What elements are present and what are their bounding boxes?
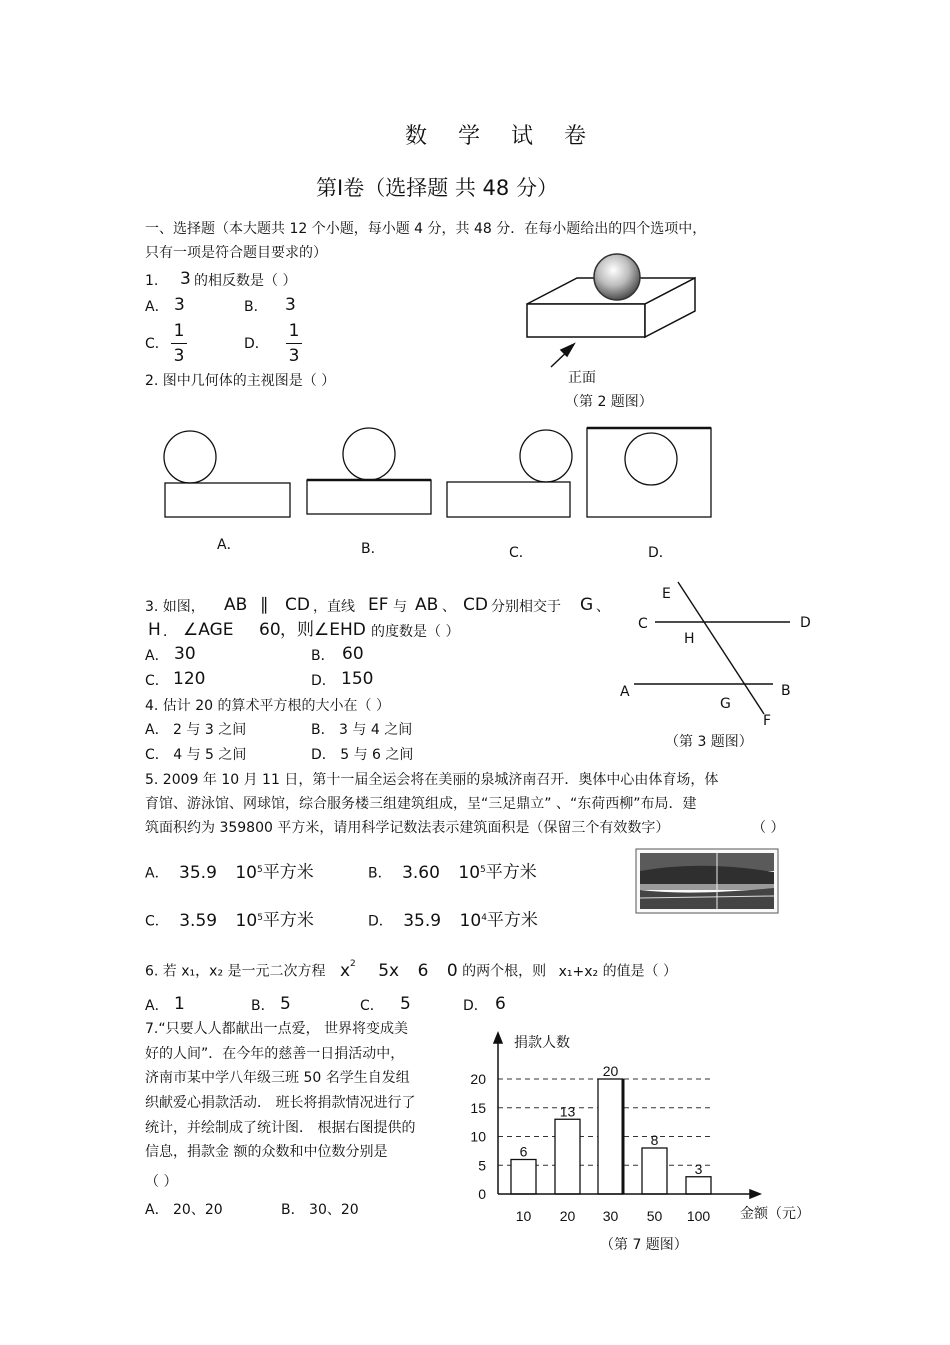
q3-label-h: H — [684, 631, 695, 647]
q5-option-d-label: D． — [368, 913, 393, 930]
q5-option-d-base: 10 — [459, 910, 482, 931]
q3-option-d-value: 150 — [341, 669, 374, 689]
y-tick-label: 15 — [470, 1099, 486, 1116]
q3-intersect: 分别相交于 — [491, 599, 561, 615]
q3-ef: EF — [368, 595, 389, 615]
x-tick-label: 20 — [559, 1208, 576, 1224]
q7-figure-caption: （第 7 题图） — [600, 1237, 688, 1253]
y-tick-label: 0 — [478, 1186, 486, 1202]
q6-0: 0 — [446, 960, 458, 981]
q5-option-b-unit: 平方米 — [485, 862, 537, 883]
bar-data-label: 20 — [602, 1063, 619, 1079]
q5-option-b-coef: 3.60 — [402, 862, 440, 883]
q7-line3: 济南市某中学八年级三班 50 名学生自发组 — [145, 1070, 410, 1086]
q4-option-a: A． 2 与 3 之间 — [145, 722, 247, 738]
q7-line5: 统计，并绘制成了统计图． 根据右图提供的 — [145, 1120, 416, 1136]
q5-option-c-exp: 5 — [257, 913, 263, 923]
q5-option-c-label: C． — [145, 913, 169, 930]
q5-option-a — [145, 861, 314, 883]
option-c-circle — [520, 430, 572, 482]
q6-option-d-value: 6 — [495, 994, 506, 1014]
q4-option-c: C． 4 与 5 之间 — [145, 747, 247, 763]
q3-stem-start: 3. 如图， — [145, 599, 205, 615]
q4-option-d: D． 5 与 6 之间 — [311, 747, 414, 763]
q3-label-a: A — [620, 684, 630, 700]
x-tick-label: 50 — [646, 1208, 663, 1224]
q2-answer-figures — [164, 428, 711, 517]
q2-figure-caption: （第 2 题图） — [565, 394, 653, 410]
q3-period: ． — [163, 624, 177, 640]
q3-and: 与 — [393, 599, 407, 615]
q6-option-d-label: D． — [463, 998, 488, 1014]
q3-sixty: 60 — [259, 620, 281, 640]
q1-option-b-label: B． — [244, 299, 268, 315]
q3-label-c: C — [638, 616, 648, 632]
q3-option-a-label: A． — [145, 648, 169, 664]
q3-angle-ehd: ，则∠EHD — [280, 620, 366, 640]
q3-h: H — [148, 620, 161, 640]
q7-option-a: A． 20、20 — [145, 1202, 223, 1218]
q3-g: G — [580, 595, 594, 615]
q6-x-exp: 2 — [350, 959, 356, 969]
q6-stem — [145, 959, 677, 981]
q5-line3: 筑面积约为 359800 平方米，请用科学记数法表示建筑面积是（保留三个有效数字） — [145, 820, 670, 836]
q5-option-a-coef: 35.9 — [179, 862, 217, 883]
q6-6: 6 — [417, 960, 429, 981]
q5-option-b-base: 10 — [458, 862, 481, 883]
q3-option-a-value: 30 — [174, 644, 196, 664]
chart-x-label: 金额（元） — [740, 1206, 810, 1222]
q6-option-c-value: 5 — [400, 994, 411, 1014]
q5-answer-paren: （ ） — [752, 820, 785, 836]
q5-option-d-unit: 平方米 — [486, 910, 538, 931]
part1-intro-line1: 一、选择题（本大题共 12 个小题，每小题 4 分，共 48 分．在每小题给出的四个选项中， — [145, 221, 707, 237]
y-tick-label: 10 — [470, 1128, 486, 1145]
q5-option-c — [145, 909, 314, 931]
q5-option-b-exp: 5 — [480, 865, 486, 875]
q3-comma-2: 、 — [596, 599, 610, 615]
q7-line6: 信息，捐款金 额的众数和中位数分别是 — [145, 1144, 388, 1160]
option-d-outer-rect — [587, 428, 711, 517]
q2-stem: 2. 图中几何体的主视图是（ ） — [145, 373, 336, 389]
q4-option-b: B． 3 与 4 之间 — [311, 722, 413, 738]
option-b-rect — [307, 480, 431, 514]
bar-data-label: 6 — [519, 1143, 528, 1160]
q1-stem-text: 的相反数是（ ） — [194, 273, 297, 289]
q7-line2: 好的人间”．在今年的慈善一日捐活动中， — [145, 1046, 405, 1062]
bar-data-label: 8 — [650, 1132, 659, 1148]
option-b-circle — [343, 428, 395, 480]
q1-option-c-denominator: 3 — [173, 346, 185, 366]
q6-sum: x₁+x₂ — [558, 963, 599, 980]
q5-option-c-base: 10 — [235, 910, 258, 931]
q3-figure-caption: （第 3 题图） — [665, 734, 753, 750]
option-a-rect — [165, 483, 290, 517]
sphere-icon — [594, 254, 640, 300]
q1-option-d-numerator: 1 — [288, 321, 300, 341]
q3-line-word: ，直线 — [313, 599, 355, 615]
q3-option-c-label: C． — [145, 673, 169, 689]
q1-option-c-label: C． — [145, 336, 169, 352]
q1-option-d-label: D． — [244, 336, 269, 352]
q1-stem-3: 3 — [180, 269, 191, 289]
q3-cd: CD — [285, 595, 310, 615]
front-arrow-head — [561, 344, 574, 356]
q5-option-a-label: A． — [145, 865, 169, 882]
q2-option-c-label: C． — [509, 545, 533, 561]
q2-solid-figure — [527, 254, 695, 367]
q1-option-c-numerator: 1 — [173, 321, 185, 341]
q6-x: x — [339, 960, 351, 981]
q6-option-b-label: B． — [251, 998, 275, 1014]
q6-s3: 是一元二次方程 — [227, 963, 326, 980]
option-a-circle — [164, 431, 216, 483]
q2-option-a-label: A． — [217, 537, 241, 553]
q6-roots: x₁，x₂ — [181, 963, 224, 980]
x-tick-label: 10 — [515, 1208, 532, 1224]
x-tick-label: 30 — [602, 1208, 619, 1224]
q6-5x: 5x — [378, 960, 400, 981]
q3-label-d: D — [800, 615, 811, 631]
y-tick-label: 5 — [478, 1157, 486, 1174]
q3-option-b-label: B． — [311, 648, 335, 664]
q5-option-d-coef: 35.9 — [403, 910, 442, 931]
page-title: 数 学 试 卷 — [405, 124, 598, 149]
q6-s8: 的两个根，则 — [462, 963, 547, 980]
bar-data-label: 13 — [559, 1103, 576, 1120]
q3-label-f: F — [763, 713, 772, 729]
q7-line7: （ ） — [145, 1174, 178, 1190]
q5-option-c-unit: 平方米 — [262, 910, 314, 931]
q3-cd-2: CD — [463, 595, 488, 615]
q4-stem: 4. 估计 20 的算术平方根的大小在（ ） — [145, 698, 390, 714]
q6-option-b-value: 5 — [280, 994, 291, 1014]
q2-option-b-label: B． — [361, 541, 385, 557]
box-front-face — [527, 304, 645, 337]
q5-line2: 育馆、游泳馆、网球馆，综合服务楼三组建筑组成，呈“三足鼎立” 、“东荷西柳”布局．建 — [145, 796, 697, 812]
q5-option-a-exp: 5 — [256, 865, 263, 875]
q3-option-d-label: D． — [311, 673, 336, 689]
part1-intro-line2: 只有一项是符合题目要求的） — [145, 245, 327, 261]
x-tick-label: 100 — [686, 1208, 711, 1224]
q7-line1: 7.“只要人人都献出一点爱， 世界将变成美 — [145, 1021, 409, 1037]
q1-option-d-denominator: 3 — [288, 346, 300, 366]
q2-option-d-label: D． — [648, 545, 673, 561]
q3-label-e: E — [662, 586, 671, 602]
q6-option-a-label: A． — [145, 998, 169, 1014]
option-d-circle — [625, 433, 677, 485]
q1-option-a-label: A． — [145, 299, 169, 315]
section-title: 第Ⅰ卷（选择题 共 48 分） — [316, 176, 558, 200]
q5-option-c-coef: 3.59 — [179, 910, 218, 931]
q3-label-b: B — [781, 683, 791, 699]
q6-option-c-label: C． — [360, 998, 384, 1014]
q7-line4: 织献爱心捐款活动． 班长将捐款情况进行了 — [145, 1095, 416, 1111]
q2-front-label: 正面 — [568, 370, 596, 386]
q3-parallel: ∥ — [260, 595, 269, 615]
q3-option-c-value: 120 — [173, 669, 206, 689]
q5-option-b — [368, 861, 537, 883]
chart-y-label: 捐款人数 — [514, 1035, 570, 1051]
q5-option-b-label: B． — [368, 865, 392, 882]
q1-option-b-value: 3 — [285, 295, 296, 315]
q3-comma: 、 — [442, 599, 456, 615]
q7-option-b: B． 30、20 — [281, 1202, 359, 1218]
q1-option-a-value: 3 — [174, 295, 185, 315]
q3-label-g: G — [720, 696, 731, 712]
q6-s10: 的值是（ ） — [602, 963, 678, 980]
q5-option-a-unit: 平方米 — [262, 862, 314, 883]
q3-option-b-value: 60 — [342, 644, 364, 664]
q1-number: 1. — [145, 273, 159, 289]
q3-line-figure — [634, 582, 790, 714]
q5-option-d-exp: 4 — [481, 913, 487, 923]
q6-s1: 6. 若 — [145, 963, 177, 980]
q5-option-d — [368, 909, 538, 931]
q3-angle-age: ∠AGE — [183, 620, 234, 640]
option-c-rect — [447, 482, 570, 517]
y-tick-label: 20 — [470, 1071, 486, 1087]
q6-option-a-value: 1 — [174, 994, 185, 1014]
q5-line1: 5. 2009 年 10 月 11 日，第十一届全运会将在美丽的泉城济南召开．奥体中心由体育场，体 — [145, 772, 719, 788]
q5-option-a-base: 10 — [235, 862, 257, 883]
q3-ab-2: AB — [415, 595, 439, 615]
q3-ab: AB — [224, 595, 248, 615]
q3-degree-text: 的度数是（ ） — [371, 624, 460, 640]
bar-data-label: 3 — [694, 1160, 703, 1177]
